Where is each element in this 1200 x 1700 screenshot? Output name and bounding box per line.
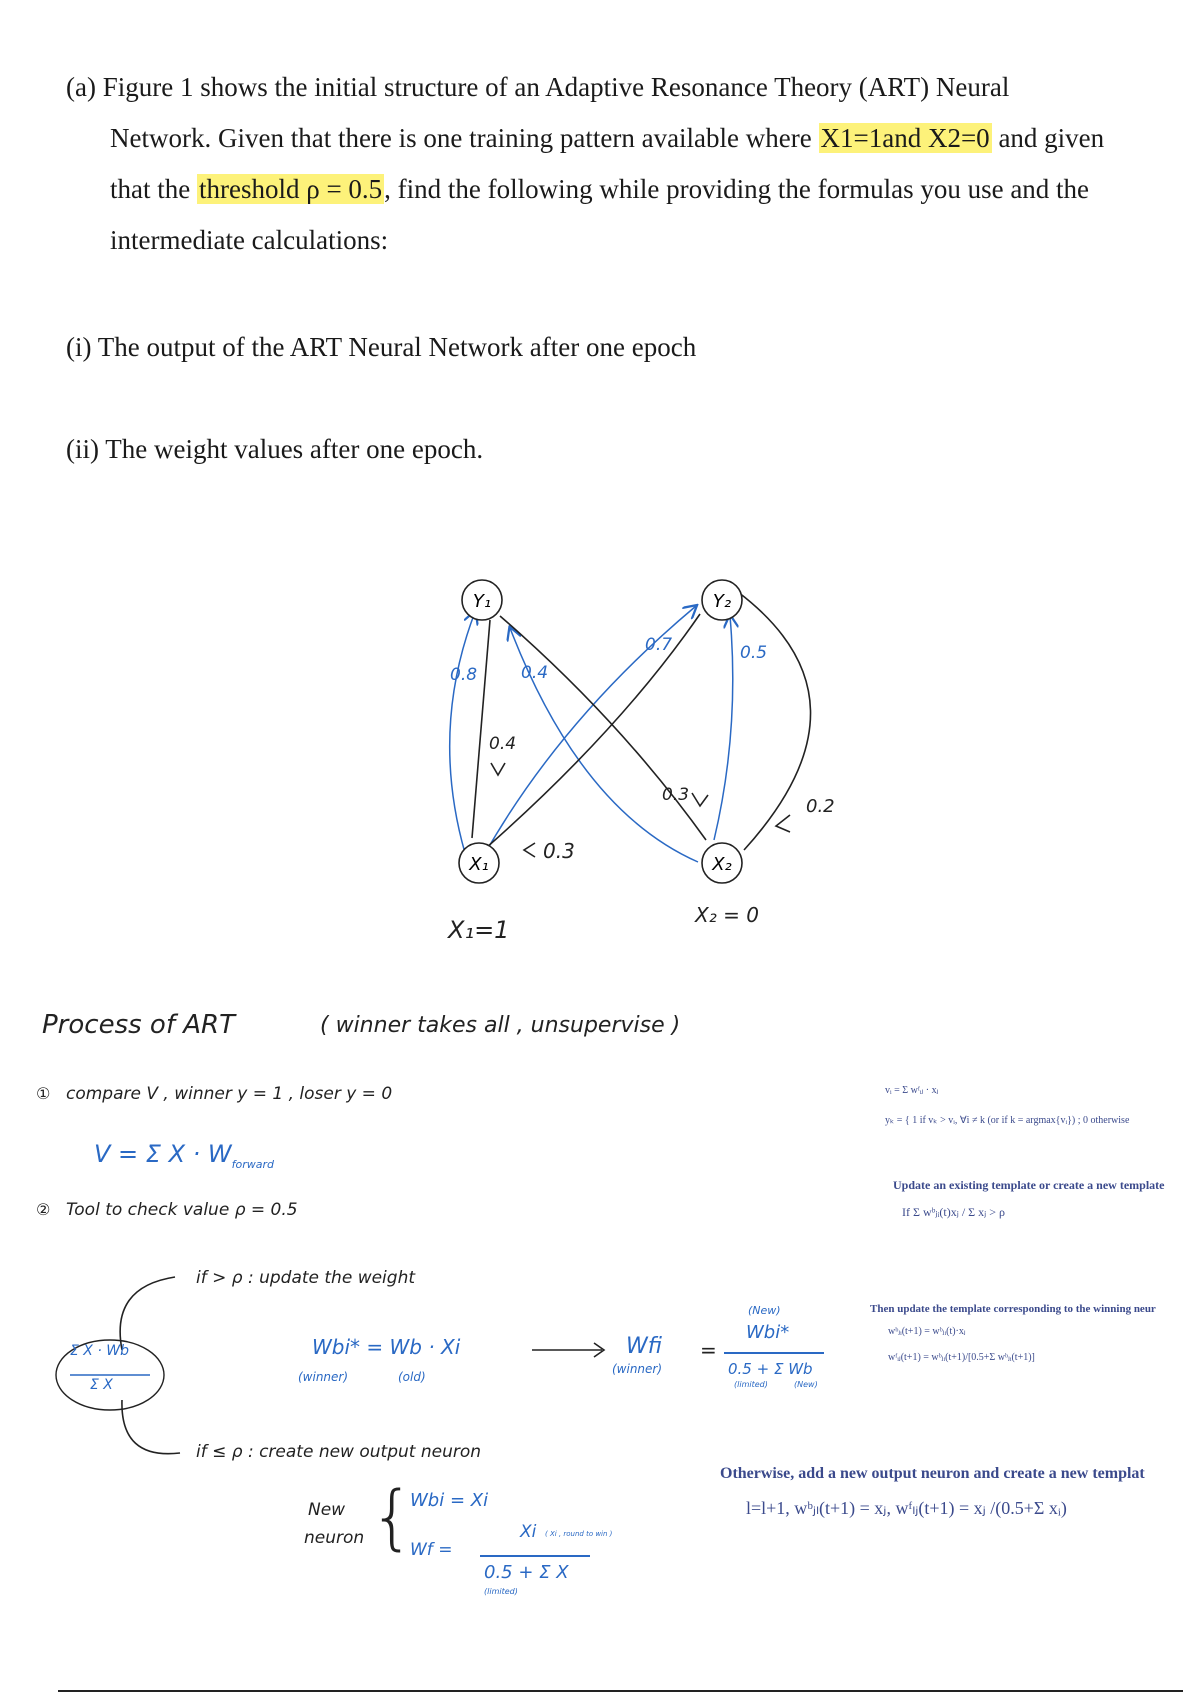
weight-label: 0.4 <box>521 663 549 683</box>
branch-update: if > ρ : update the weight <box>196 1268 416 1288</box>
text-fragment: Network. Given that there is one training pattern available where <box>110 123 819 153</box>
bottom-divider <box>58 1690 1183 1692</box>
x2-value-label: X₂ = 0 <box>695 903 759 927</box>
new-tag-2: (New) <box>794 1380 818 1389</box>
node-y1 <box>462 580 502 620</box>
v-formula-main: V = Σ X · W <box>94 1140 232 1168</box>
ref-y-equation: yₖ = { 1 if vₖ > vᵢ, ∀i ≠ k (or if k = argmax{vᵢ}) ; 0 otherwise <box>885 1115 1130 1126</box>
step2-marker: ② <box>36 1200 51 1219</box>
weight-label: 0.3 <box>543 839 575 863</box>
edge-x1-y1-forward <box>450 612 478 853</box>
question-a-line2 <box>66 113 1176 164</box>
wf-label: Wfi <box>626 1334 662 1359</box>
question-a <box>66 62 1176 266</box>
wf-fraction-bar <box>724 1352 824 1354</box>
question-a-line1: Figure 1 shows the initial structure of an Adaptive Resonance Theory (ART) Neural <box>102 72 1010 102</box>
text-fragment: , find the following while providing the formulas you use and the <box>384 174 1090 204</box>
ref-then-title <box>870 1303 1156 1315</box>
branch-create: if ≤ ρ : create new output neuron <box>196 1442 482 1462</box>
arrow-mark-2 <box>692 793 708 806</box>
art-network-figure <box>0 560 1200 960</box>
new-neuron-line2: neuron <box>304 1528 365 1548</box>
long-arrow <box>530 1340 610 1360</box>
wf-winner-tag: (winner) <box>612 1362 663 1376</box>
ratio-denominator: Σ X <box>90 1377 113 1393</box>
step1-marker: ① <box>36 1084 51 1103</box>
wf-numerator: Wbi* <box>746 1322 790 1343</box>
arrow-mark-1 <box>491 763 505 775</box>
decision-bracket <box>50 1265 200 1475</box>
weight-label: 0.5 <box>740 643 768 663</box>
ref-if-condition: If Σ wᵇⱼᵢ(t)xⱼ / Σ xⱼ > ρ <box>902 1205 1006 1219</box>
ref-otherwise-equation: l=l+1, wᵇⱼₗ(t+1) = xⱼ, wᶠₗⱼ(t+1) = xⱼ /(0.5+Σ xᵢ) <box>746 1498 1067 1518</box>
text-fragment: and given <box>991 123 1105 153</box>
new-tag: (New) <box>748 1304 781 1317</box>
x1-value-label: X₁=1 <box>448 916 510 944</box>
new-wf-fraction-bar <box>480 1555 590 1557</box>
node-y2-label: Y₂ <box>712 591 732 612</box>
v-formula <box>94 1140 274 1171</box>
weight-label: 0.4 <box>489 734 517 754</box>
wb-update-formula: Wbi* = Wb · Xi <box>312 1335 461 1359</box>
question-a-line4: intermediate calculations: <box>110 225 389 255</box>
notes-title: Process of ART <box>42 1010 235 1040</box>
ratio-numerator: Σ X · Wb <box>70 1343 129 1359</box>
edge-y2-x2-back <box>738 592 811 850</box>
ref-otherwise-title <box>720 1465 1145 1483</box>
question-a-label: (a) <box>66 72 96 102</box>
ref-update-title-text: Update an existing template or create a new template <box>893 1178 1165 1192</box>
arrow-mark-4 <box>776 815 790 832</box>
question-a-line3 <box>66 164 1176 215</box>
old-tag: (old) <box>398 1370 426 1384</box>
weight-label: 0.8 <box>450 665 478 685</box>
equals-sign: = <box>700 1338 717 1362</box>
edge-x2-y2-forward <box>714 616 733 840</box>
curly-brace: { <box>370 1476 415 1558</box>
node-y2 <box>702 580 742 620</box>
ref-update-title <box>893 1178 1165 1193</box>
node-x2 <box>702 843 742 883</box>
arrow-mark-3 <box>524 843 535 857</box>
step1-text: compare V , winner y = 1 , loser y = 0 <box>66 1084 393 1104</box>
v-formula-sub: forward <box>231 1157 275 1171</box>
new-wf-numerator-note: ( Xi , round to win ) <box>545 1530 613 1538</box>
text-fragment: that the <box>110 174 197 204</box>
node-x2-label: X₂ <box>712 854 732 875</box>
winner-tag: (winner) <box>298 1370 349 1384</box>
node-y1-label: Y₁ <box>472 591 492 612</box>
ref-then-title-text: Then update the template corresponding to the winning neur <box>870 1303 1156 1315</box>
ref-then-eq1: wᵇⱼᵢ(t+1) = wᵇⱼᵢ(t)·xⱼ <box>888 1326 966 1337</box>
new-wf-denominator: 0.5 + Σ X <box>484 1562 569 1583</box>
highlight-pattern: X1=1and X2=0 <box>820 123 990 153</box>
ref-otherwise-title-text: Otherwise, add a new output neuron and create a new templat <box>720 1465 1145 1482</box>
limited-tag: (limited) <box>734 1380 768 1389</box>
weight-label: 0.7 <box>645 635 673 655</box>
highlight-threshold: threshold ρ = 0.5 <box>198 174 383 204</box>
step2-text: Tool to check value ρ = 0.5 <box>66 1200 298 1220</box>
notes-subtitle: ( winner takes all , unsupervise ) <box>320 1013 681 1038</box>
weight-label: 0.3 <box>662 785 690 805</box>
weight-label: 0.2 <box>806 796 835 817</box>
question-ii: (ii) The weight values after one epoch. <box>66 434 484 464</box>
new-wf-numerator: Xi <box>520 1522 537 1542</box>
ref-v-equation: vᵢ = Σ wᶠᵢⱼ · xⱼ <box>885 1085 939 1096</box>
question-i: (i) The output of the ART Neural Network after one epoch <box>66 332 697 362</box>
new-neuron-line1: New <box>308 1500 346 1520</box>
wf-denominator: 0.5 + Σ Wb <box>728 1360 813 1378</box>
new-wb-formula: Wbi = Xi <box>410 1490 489 1511</box>
edge-y1-x1-back <box>472 620 490 838</box>
new-wf-label: Wf = <box>410 1540 453 1560</box>
ref-then-eq2: wᶠᵢⱼ(t+1) = wᵇⱼᵢ(t+1)/[0.5+Σ wᵇⱼᵢ(t+1)] <box>888 1352 1035 1363</box>
node-x1-label: X₁ <box>469 854 489 875</box>
new-wf-denominator-note: (limited) <box>484 1587 518 1596</box>
node-x1 <box>459 843 499 883</box>
